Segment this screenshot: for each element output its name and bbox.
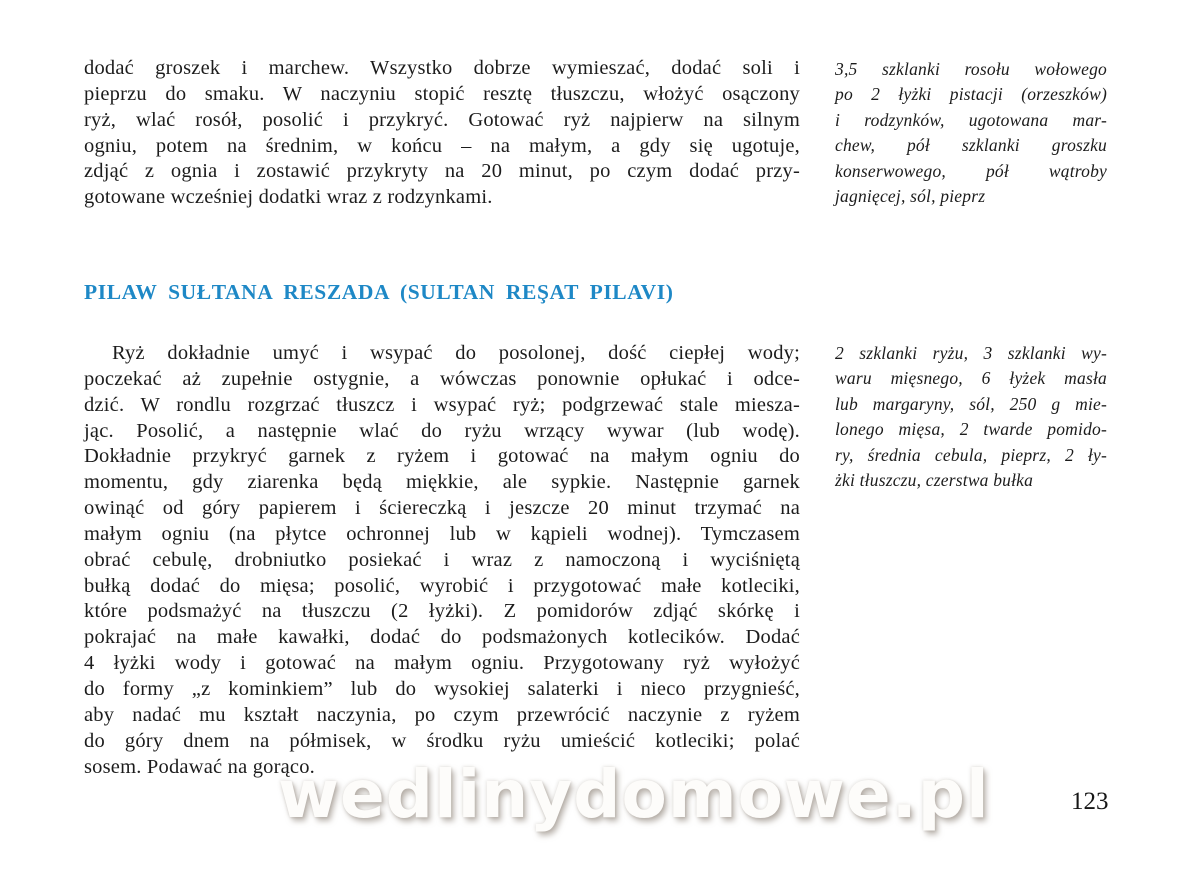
text-line: 4 łyżki wody i gotować na małym ogniu. Przygotowany ryż wyłożyć: [84, 652, 800, 675]
text-line: do góry dnem na półmisek, w środku ryżu umieścić kotleciki; polać: [84, 729, 800, 752]
text-line: waru mięsnego, 6 łyżek masła: [835, 368, 1107, 389]
text-line: żki tłuszczu, czerstwa bułka: [835, 470, 1034, 491]
text-line: pokrajać na małe kawałki, dodać do podsmażonych kotlecików. Dodać: [84, 626, 800, 649]
page-number: 123: [1071, 788, 1109, 815]
text-line: dzić. W rondlu rozgrzać tłuszcz i wsypać ryż; podgrzewać stale miesza-: [84, 393, 800, 416]
text-line: poczekać aż zupełnie ostygnie, a wówczas ponownie opłukać i odce-: [84, 367, 800, 390]
text-line: które podsmażyć na tłuszczu (2 łyżki). Z pomidorów zdjąć skórkę i: [84, 600, 800, 623]
recipe-instructions-paragraph: [84, 341, 800, 780]
site-watermark: wedlinydomowe.pl: [278, 756, 990, 833]
recipe-ingredients-side-note: [835, 341, 1107, 493]
text-line: momentu, gdy ziarenka będą miękkie, ale sypkie. Następnie garnek: [84, 471, 800, 494]
text-line: po 2 łyżki pistacji (orzeszków): [835, 84, 1107, 105]
text-line: jagnięcej, sól, pieprz: [835, 186, 986, 207]
recipe-title-heading: PILAW SUŁTANA RESZADA (SULTAN REŞAT PILAVI): [84, 280, 674, 304]
text-line: zdjąć z ognia i zostawić przykryty na 20 minut, po czym dodać przy-: [84, 160, 800, 183]
text-line: lonego mięsa, 2 twarde pomido-: [835, 419, 1107, 440]
text-line: ry, średnia cebula, pieprz, 2 ły-: [835, 444, 1107, 465]
text-line: obrać cebulę, drobniutko posiekać i wraz z namoczoną i wyciśniętą: [84, 548, 800, 571]
intro-ingredients-side-note: [835, 57, 1107, 209]
text-line: dodać groszek i marchew. Wszystko dobrze wymieszać, dodać soli i: [84, 57, 800, 79]
text-line: ogniu, potem na średnim, w końcu – na małym, a gdy się ugotuje,: [84, 134, 800, 157]
text-line: 2 szklanki ryżu, 3 szklanki wy-: [835, 343, 1107, 363]
intro-continuation-paragraph: [84, 56, 800, 211]
text-line: aby nadać mu kształt naczynia, po czym przewrócić naczynie z ryżem: [84, 703, 800, 726]
text-line: sosem. Podawać na gorąco.: [84, 755, 316, 778]
text-line: jąc. Posolić, a następnie wlać do ryżu wrzący wywar (lub wodę).: [84, 419, 800, 442]
text-line: małym ogniu (na płytce ochronnej lub w kąpieli wodnej). Tymczasem: [84, 522, 800, 545]
text-line: 3,5 szklanki rosołu wołowego: [835, 59, 1107, 79]
text-line: Dokładnie przykryć garnek z ryżem i gotować na małym ogniu do: [84, 445, 800, 468]
text-line: lub margaryny, sól, 250 g mie-: [835, 393, 1107, 414]
text-line: i rodzynków, ugotowana mar-: [835, 109, 1107, 130]
text-line: owinąć od góry papierem i ściereczką i jeszcze 20 minut trzymać na: [84, 497, 800, 520]
text-line: bułką dodać do mięsa; posolić, wyrobić i przygotować małe kotleciki,: [84, 574, 800, 597]
text-line: konserwowego, pół wątroby: [835, 160, 1107, 181]
text-line: Ryż dokładnie umyć i wsypać do posolonej, dość ciepłej wody;: [112, 342, 800, 364]
text-line: ryż, wlać rosół, posolić i przykryć. Gotować ryż najpierw na silnym: [84, 108, 800, 131]
text-line: pieprzu do smaku. W naczyniu stopić resztę tłuszczu, włożyć osączony: [84, 82, 800, 105]
text-line: do formy „z kominkiem” lub do wysokiej salaterki i nieco przygnieść,: [84, 677, 800, 700]
text-line: chew, pół szklanki groszku: [835, 135, 1107, 156]
text-line: gotowane wcześniej dodatki wraz z rodzynkami.: [84, 186, 493, 209]
